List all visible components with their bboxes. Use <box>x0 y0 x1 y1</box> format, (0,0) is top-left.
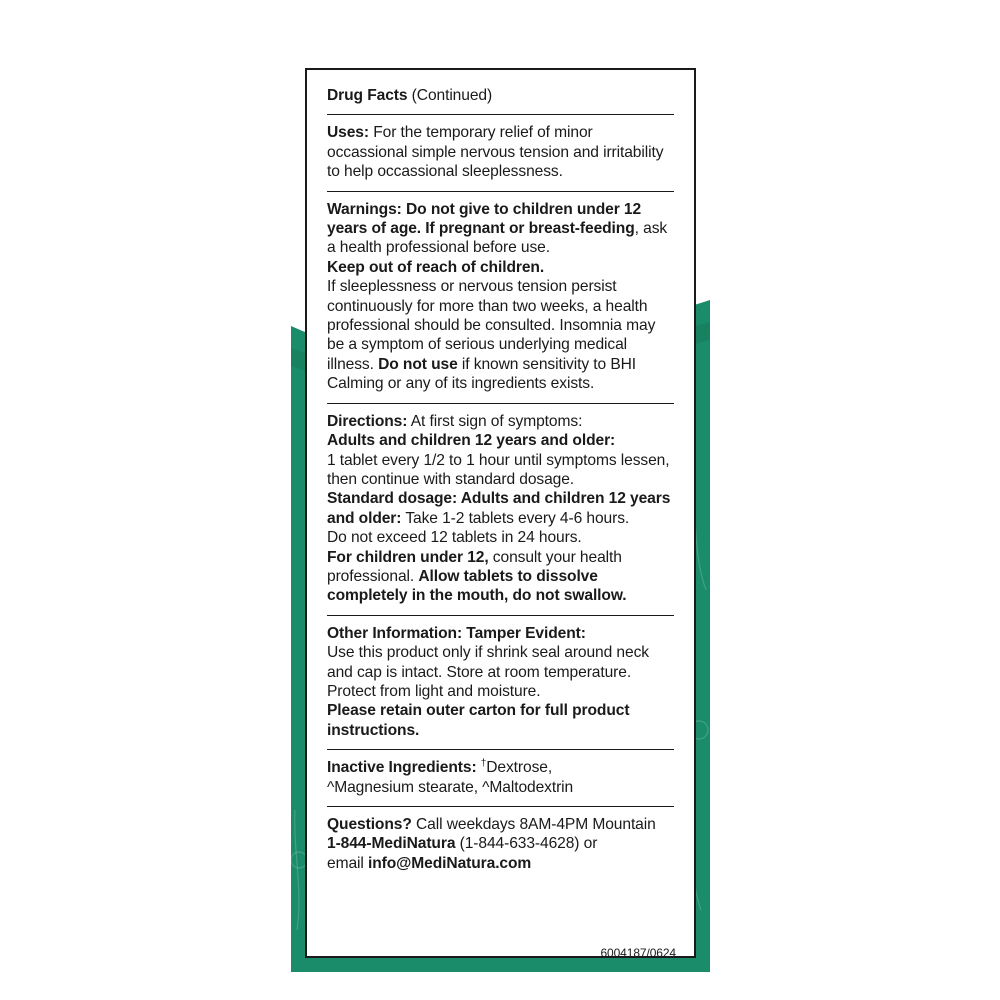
questions-email: email info@MediNatura.com <box>327 854 532 872</box>
uses-text: Uses: For the temporary relief of minor occassional simple nervous tension and irritability to help occassional sleeplessness. <box>327 124 664 181</box>
questions-hours: Questions? Call weekdays 8AM-4PM Mountain <box>327 816 656 833</box>
directions-children: For children under 12, consult your health professional. Allow tablets to dissolve completely in the mouth, do not swallow. <box>327 548 627 605</box>
other-information-label: Other Information: Tamper Evident: <box>327 624 586 642</box>
directions-section <box>327 404 674 616</box>
inactive-ingredients-section <box>327 750 674 807</box>
directions-max-dose: Do not exceed 12 tablets in 24 hours. <box>327 529 582 547</box>
warnings-details: If sleeplessness or nervous tension persist continuously for more than two weeks, a health professional should be consulted. Insomnia may be a symptom of serious underlying medical illness. Do not use if known sensitivity to BHI Calming or any of its ingredients exists. <box>327 278 656 393</box>
drug-facts-panel <box>305 68 696 958</box>
drug-facts-header <box>327 86 674 115</box>
warnings-intro: Warnings: Do not give to children under 12 years of age. If pregnant or breast-feeding, ask a health professional before use. <box>327 200 668 257</box>
directions-adults-text: 1 tablet every 1/2 to 1 hour until symptoms lessen, then continue with standard dosage. <box>327 451 670 488</box>
drug-facts-title: Drug Facts (Continued) <box>327 87 493 104</box>
directions-adults-heading: Adults and children 12 years and older: <box>327 432 616 450</box>
keep-out-of-reach: Keep out of reach of children. <box>327 258 545 276</box>
carton-side-panel <box>291 30 710 972</box>
directions-standard-dosage: Standard dosage: Adults and children 12 years and older: Take 1-2 tablets every 4-6 hours. <box>327 490 671 527</box>
other-information-text: Use this product only if shrink seal around neck and cap is intact. Store at room temperature. Protect from light and moisture. <box>327 644 649 700</box>
other-information-section <box>327 616 674 750</box>
inactive-ingredients-line-2: ^Magnesium stearate, ^Maltodextrin <box>327 778 574 796</box>
inactive-ingredients-line-1: Inactive Ingredients: †Dextrose, <box>327 758 553 777</box>
warnings-section <box>327 192 674 404</box>
uses-section <box>327 115 674 191</box>
retain-carton-notice: Please retain outer carton for full product instructions. <box>327 702 630 739</box>
questions-phone: 1-844-MediNatura (1-844-633-4628) or <box>327 835 598 853</box>
questions-section <box>327 807 674 882</box>
directions-intro: Directions: At first sign of symptoms: <box>327 412 583 430</box>
lot-code: 6004187/0624 <box>600 946 676 960</box>
